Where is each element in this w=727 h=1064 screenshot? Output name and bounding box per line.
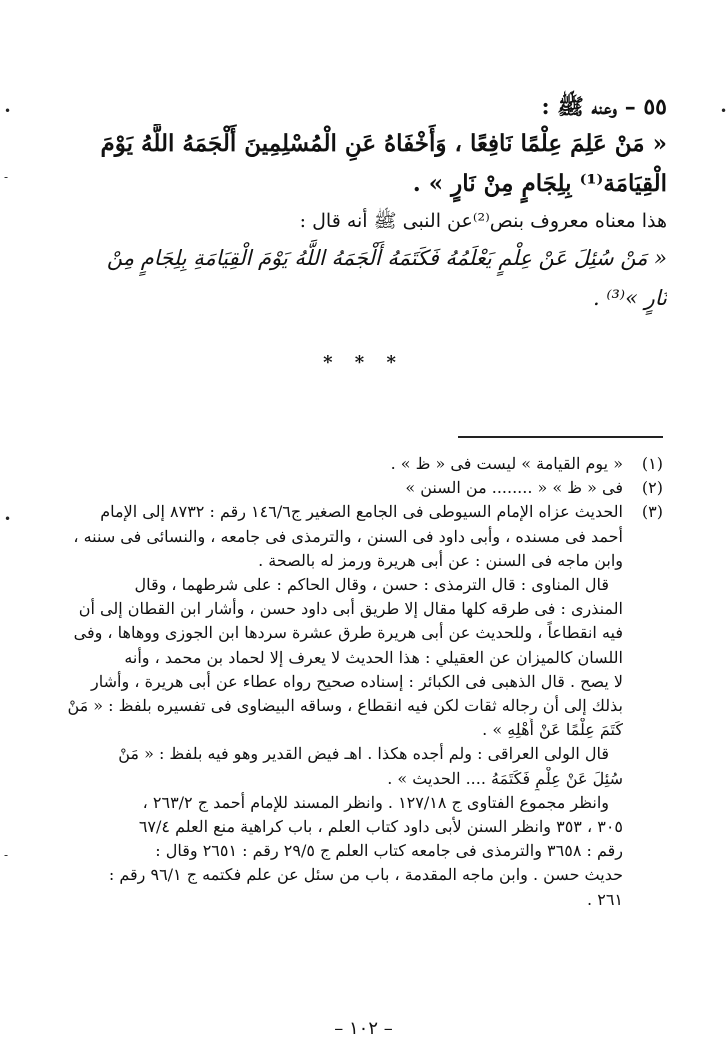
footnote-line: رقم : ٣٦٥٨ والترمذى فى جامعه كتاب العلم ج ٢٩/٥ رقم : ٢٦٥١ وقال : (155, 841, 623, 861)
page-number: – ١٠٢ – (334, 1018, 393, 1039)
footnote-line: ٣٠٥ ، ٣٥٣ وانظر السنن لأبى داود كتاب العلم ، باب كراهية منع العلم ٦٧/٤ (138, 817, 623, 837)
scan-speck: • (720, 104, 727, 118)
section-separator: * * * (323, 352, 404, 373)
footnote-number: (٢) (641, 478, 663, 498)
hadith-line-2: الْقِيَامَة⁽¹⁾ بِلِجَامٍ مِنْ نَارٍ » . (412, 170, 667, 197)
scan-speck: • (4, 512, 12, 526)
footnote-body (67, 500, 623, 911)
footnote-number: (٣) (641, 502, 663, 522)
footnote-line: اللسان كالميزان عن العقيلي : هذا الحديث لا يعرف إلا لحماد بن محمد ، وأنه (124, 647, 623, 667)
footnote-line: سُئِلَ عَنْ عِلْمٍ فَكَتَمَهُ .... الحديث » . (387, 768, 623, 788)
main-text (100, 90, 667, 318)
footnote-body (80, 476, 623, 500)
footnote-line: ٢٦١ . (587, 889, 623, 909)
footnote-line: الحديث عزاه الإمام السيوطى فى الجامع الصغير ج١٤٦/٦ رقم : ٨٧٣٢ إلى الإمام (100, 502, 623, 522)
footnote-line: حديث حسن . وابن ماجه المقدمة ، باب من سئل عن علم فكتمه ج ٩٦/١ رقم : (108, 865, 623, 885)
hadith-line-1: « مَنْ عَلِمَ عِلْمًا نَافِعًا ، وَأَخْفَاهُ عَنِ الْمُسْلِمِينَ أَلْجَمَهُ اللَّهُ يَوْمَ (100, 130, 667, 157)
footnote-2 (80, 476, 663, 500)
commentary-line: هذا معناه معروف بنص⁽²⁾عن النبى ﷺ أنه قال : (299, 210, 667, 232)
footnote-line: قال الولى العراقى : ولم أجده هكذا . اهـ فيض القدير وهو فيه بلفظ : « مَنْ (118, 744, 609, 764)
footnote-line: وابن ماجه فى السنن : عن أبى هريرة ورمز له بالصحة . (258, 550, 623, 570)
footnote-line: قال المناوى : قال الترمذى : حسن ، وقال الحاكم : على شرطهما ، وقال (134, 575, 609, 595)
footnote-number: (١) (641, 454, 663, 473)
footnote-line: فى « ظ » « ........ من السنن » (405, 478, 623, 498)
footnote-body (80, 452, 623, 476)
footnote-line: « يوم القيامة » ليست فى « ظ » . (390, 454, 623, 473)
footnote-1 (80, 452, 663, 476)
footnote-line: لا يصح . قال الذهبى فى الكبائر : إسناده صحيح رواه عطاء عن أبى هريرة ، وأشار (91, 671, 623, 691)
footnote-line: بذلك إلى أن رجاله ثقات لكن فيه انقطاع ، وساقه البيضاوى فى تفسيره بلفظ : « مَنْ (67, 696, 623, 716)
footnote-rule (458, 436, 663, 438)
footnote-line: فيه انقطاعاً ، وللحديث عن أبى هريرة طرق عشرة سردها ابن الجوزى ووهاها ، وفى (73, 623, 623, 643)
footnote-3 (67, 500, 663, 911)
quote-line-1: « مَنْ سُئِلَ عَنْ عِلْمٍ يَعْلَمُهُ فَكَتَمَهُ أَلْجَمَهُ اللَّهُ يَوْمَ الْقِيَامَةِ بِلِجَامٍ مِنْ (106, 246, 667, 270)
hadith-heading: ٥٥ – وعنه ﷺ : (541, 94, 667, 120)
quote-line-2: نَارٍ »⁽³⁾ . (592, 286, 667, 310)
scan-speck: - (4, 170, 9, 184)
footnote-line: أحمد فى مسنده ، وأبى داود فى السنن ، والترمذى فى جامعه ، والنسائى فى سننه ، (73, 526, 623, 546)
footnote-line: كَتَمَ عِلْمًا عَنْ أَهْلِهِ » . (482, 720, 623, 740)
scan-speck: - (4, 848, 9, 862)
footnote-line: وانظر مجموع الفتاوى ج ١٢٧/١٨ . وانظر المسند للإمام أحمد ج ٢٦٣/٢ ، (142, 792, 609, 812)
footnote-line: المنذرى : فى طرقه كلها مقال إلا طريق أبى داود حسن ، وأشار ابن القطان إلى أن (78, 599, 623, 619)
scan-speck: • (4, 104, 12, 118)
footnotes (67, 452, 663, 912)
